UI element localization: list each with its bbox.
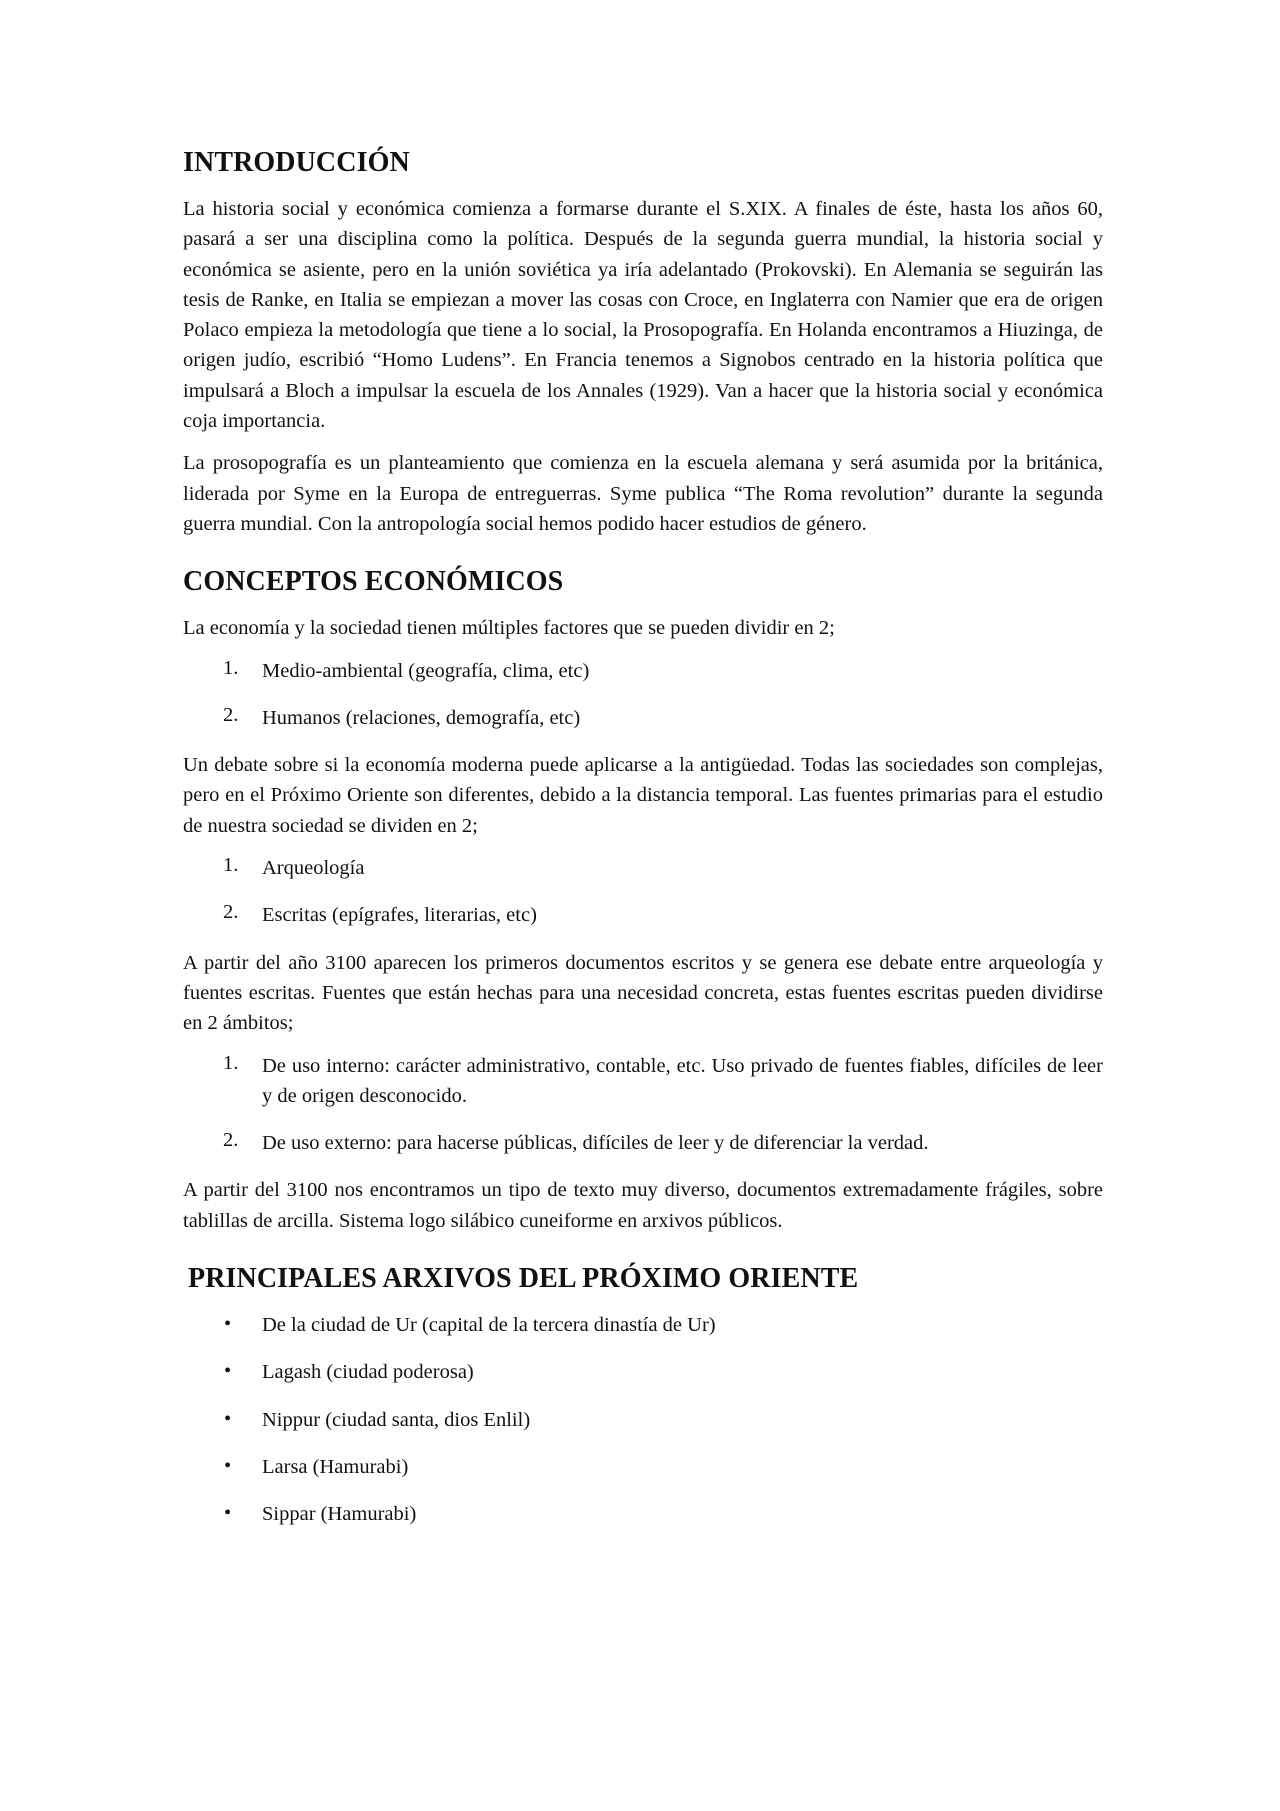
list-item [183, 1452, 1103, 1482]
written-sources-list [183, 1051, 1103, 1159]
list-item-text: De la ciudad de Ur (capital de la tercera dinastía de Ur) [262, 1314, 716, 1337]
list-item [183, 1357, 1103, 1387]
list-item-text: Escritas (epígrafes, literarias, etc) [262, 904, 537, 927]
heading-conceptos-economicos: CONCEPTOS ECONÓMICOS [183, 566, 564, 598]
list-number: 1. [223, 854, 239, 877]
list-item-text: De uso interno: carácter administrativo, contable, etc. Uso privado de fuentes fiables, difíciles de leer y de origen desconocido. [262, 1054, 1103, 1107]
concepts-paragraph-2: Un debate sobre si la economía moderna puede aplicarse a la antigüedad. Todas las sociedades son complejas, pero en el Próximo Oriente son diferentes, debido a la distancia temporal. Las fuentes primarias para el estudio de nuestra sociedad se dividen en 2; [183, 754, 1103, 837]
bullet-icon: • [224, 1313, 232, 1336]
bullet-icon: • [224, 1407, 232, 1430]
list-number: 2. [223, 703, 239, 726]
list-item [183, 1310, 1103, 1340]
concepts-paragraph-1: La economía y la sociedad tienen múltiples factores que se pueden dividir en 2; [183, 617, 835, 640]
list-item [183, 1405, 1103, 1435]
concepts-paragraph-4: A partir del 3100 nos encontramos un tipo de texto muy diverso, documentos extremadamente frágiles, sobre tablillas de arcilla. Sistema logo silábico cuneiforme en arxivos públicos. [183, 1179, 1103, 1232]
list-item [183, 853, 1103, 883]
list-item [183, 1499, 1103, 1529]
factors-list [183, 656, 1103, 734]
intro-paragraph-1: La historia social y económica comienza a formarse durante el S.XIX. A finales de éste, hasta los años 60, pasará a ser una disciplina como la política. Después de la segunda guerra mundial, la historia social y económica se asiente, pero en la unión soviética ya iría adelantado (Prokovski). En Alemania se seguirán las tesis de Ranke, en Italia se empiezan a mover las cosas con Croce, en Inglaterra con Namier que era de origen Polaco empieza la metodología que tiene a lo social, la Prosopografía. En Holanda encontramos a Hiuzinga, de origen judío, escribió “Homo Ludens”. En Francia tenemos a Signobos centrado en la historia política que impulsará a Bloch a impulsar la escuela de los Annales (1929). Van a hacer que la historia social y económica coja importancia. [183, 198, 1103, 433]
list-item-text: Sippar (Hamurabi) [262, 1503, 417, 1526]
list-item-text: Humanos (relaciones, demografía, etc) [262, 706, 581, 729]
heading-introduccion: INTRODUCCIÓN [183, 147, 410, 178]
list-item [183, 703, 1103, 733]
list-number: 2. [223, 901, 239, 924]
list-item-text: Medio-ambiental (geografía, clima, etc) [262, 659, 590, 682]
list-item-text: Lagash (ciudad poderosa) [262, 1361, 474, 1384]
list-number: 1. [223, 1051, 239, 1074]
heading-principales-arxivos: PRINCIPALES ARXIVOS DEL PRÓXIMO ORIENTE [188, 1263, 859, 1295]
list-item-text: De uso externo: para hacerse públicas, difíciles de leer y de diferenciar la verdad. [262, 1132, 929, 1155]
bullet-icon: • [224, 1360, 232, 1383]
list-number: 1. [223, 656, 239, 679]
list-number: 2. [223, 1129, 239, 1152]
list-item-text: Nippur (ciudad santa, dios Enlil) [262, 1408, 531, 1431]
document-page [183, 146, 1103, 1547]
list-item-text: Larsa (Hamurabi) [262, 1455, 409, 1478]
intro-paragraph-2: La prosopografía es un planteamiento que comienza en la escuela alemana y será asumida por la británica, liderada por Syme en la Europa de entreguerras. Syme publica “The Roma revolution” durante la segunda guerra mundial. Con la antropología social hemos podido hacer estudios de género. [183, 452, 1103, 535]
concepts-paragraph-3: A partir del año 3100 aparecen los primeros documentos escritos y se genera ese debate entre arqueología y fuentes escritas. Fuentes que están hechas para una necesidad concreta, estas fuentes escritas pueden dividirse en 2 ámbitos; [183, 951, 1103, 1035]
list-item [183, 656, 1103, 686]
list-item [183, 900, 1103, 930]
list-item [183, 1051, 1103, 1112]
bullet-icon: • [224, 1502, 232, 1525]
sources-list [183, 853, 1103, 931]
list-item-text: Arqueología [262, 857, 365, 880]
archives-list [183, 1310, 1103, 1529]
list-item [183, 1128, 1103, 1158]
bullet-icon: • [224, 1454, 232, 1477]
